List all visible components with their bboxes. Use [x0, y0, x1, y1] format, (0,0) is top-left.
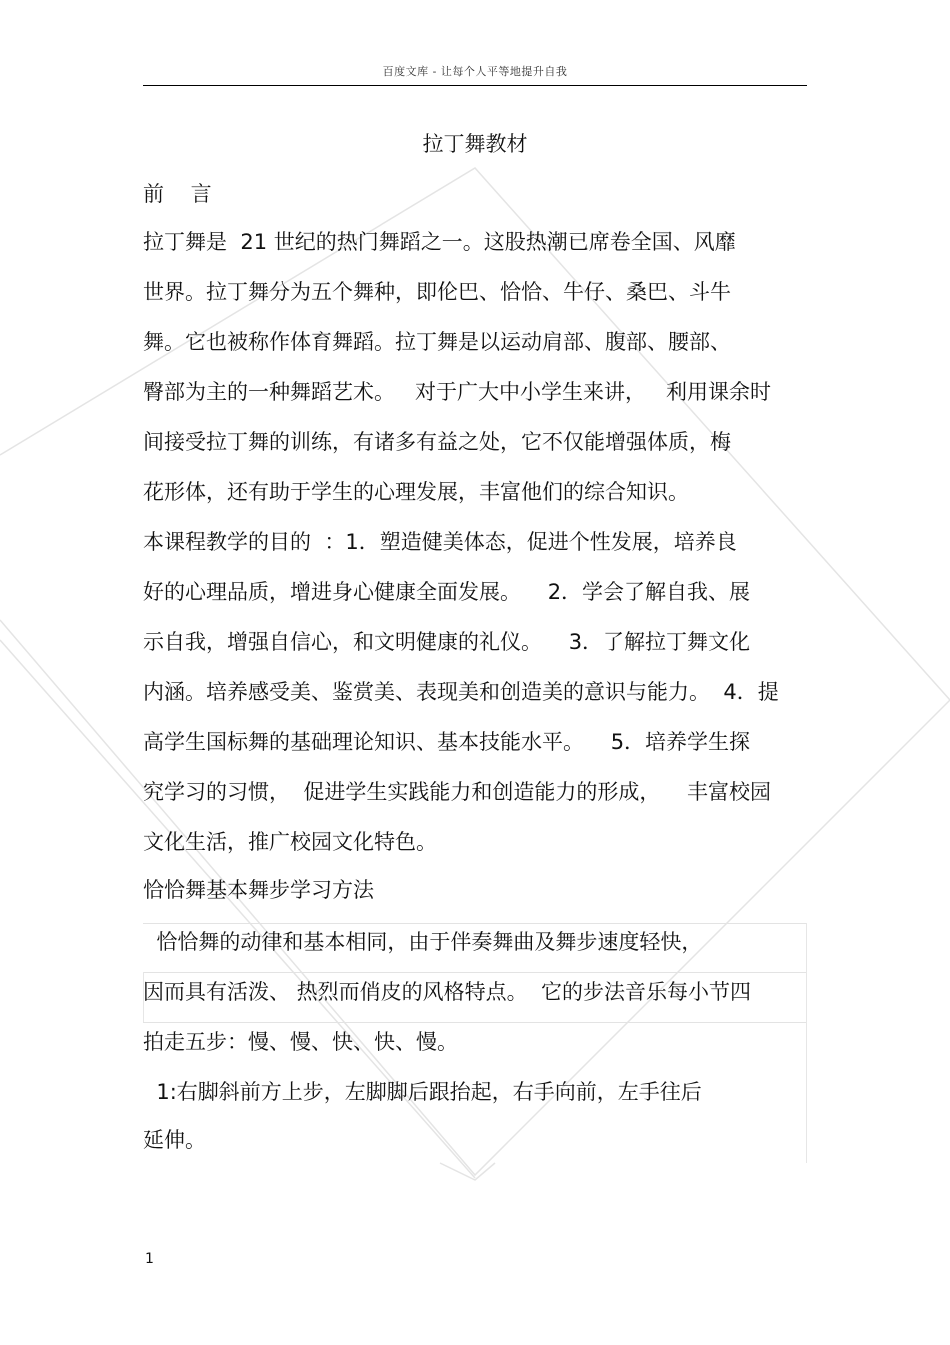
section-line: 拍走五步：慢、慢、快、快、慢。	[143, 1030, 458, 1054]
section-line: 延伸。	[143, 1128, 206, 1152]
section-line: 恰恰舞的动律和基本相同，由于伴奏舞曲及舞步速度轻快，	[143, 930, 703, 954]
paragraph-line: 高学生国标舞的基础理论知识、基本技能水平。 5．培养学生探	[143, 730, 751, 754]
paragraph-line: 花形体，还有助于学生的心理发展，丰富他们的综合知识。	[143, 480, 689, 504]
paragraph-line: 舞。它也被称作体育舞蹈。拉丁舞是以运动肩部、腹部、腰部、	[143, 330, 731, 354]
box-rule	[143, 972, 807, 973]
paragraph-line: 究学习的习惯， 促进学生实践能力和创造能力的形成， 丰富校园	[143, 780, 772, 804]
box-rule	[143, 923, 807, 924]
paragraph-line: 文化生活，推广校园文化特色。	[143, 830, 437, 854]
paragraph-line: 示自我，增强自信心，和文明健康的礼仪。 3．了解拉丁舞文化	[143, 630, 751, 654]
header-divider	[143, 85, 807, 86]
paragraph-line: 间接受拉丁舞的训练，有诸多有益之处，它不仅能增强体质，梅	[143, 430, 731, 454]
box-border-right	[806, 923, 807, 1163]
page-number: 1	[145, 1251, 154, 1267]
box-rule	[143, 1022, 807, 1023]
preface-heading: 前 言	[143, 182, 222, 206]
section-heading: 恰恰舞基本舞步学习方法	[143, 878, 374, 902]
paragraph-line: 拉丁舞是 21 世纪的热门舞蹈之一。这股热潮已席卷全国、风靡	[143, 230, 736, 254]
paragraph-line: 本课程教学的目的 ：1．塑造健美体态，促进个性发展，培养良	[143, 530, 737, 554]
paragraph-line: 臀部为主的一种舞蹈艺术。 对于广大中小学生来讲， 利用课余时	[143, 380, 772, 404]
document-title: 拉丁舞教材	[422, 132, 528, 156]
paragraph-line: 内涵。培养感受美、鉴赏美、表现美和创造美的意识与能力。 4．提	[143, 680, 779, 704]
section-line: 1:右脚斜前方上步，左脚脚后跟抬起，右手向前，左手往后	[143, 1080, 702, 1104]
page-header: 百度文库 - 让每个人平等地提升自我	[382, 65, 568, 78]
paragraph-line: 世界。拉丁舞分为五个舞种，即伦巴、恰恰、牛仔、桑巴、斗牛	[143, 280, 731, 304]
paragraph-line: 好的心理品质，增进身心健康全面发展。 2．学会了解自我、展	[143, 580, 751, 604]
section-line: 因而具有活泼、 热烈而俏皮的风格特点。 它的步法音乐每小节四	[143, 980, 752, 1004]
